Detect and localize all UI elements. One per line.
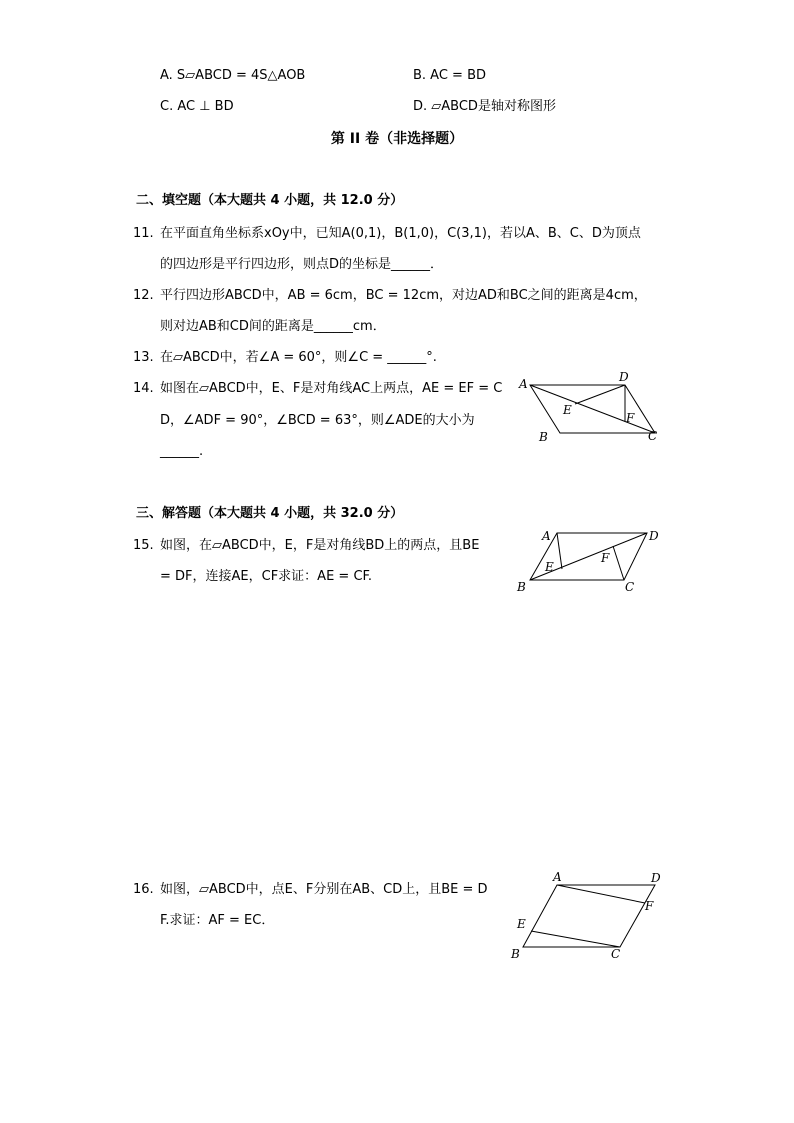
q14-number: 14. (133, 381, 154, 396)
q16-segment-ec (531, 931, 620, 947)
q12-number: 12. (133, 288, 154, 303)
option-d: D. ▱ABCD是轴对称图形 (413, 99, 556, 114)
q13-line1: 在▱ABCD中，若∠A = 60°，则∠C = ______°. (160, 350, 437, 365)
q15-segment-ae (557, 533, 562, 569)
q14-label-a: A (519, 377, 528, 391)
q14-label-e: E (563, 403, 572, 417)
q14-line1: 如图在▱ABCD中，E、F是对角线AC上两点，AE = EF = C (160, 381, 503, 396)
q15-label-b: B (517, 580, 526, 594)
q15-label-f: F (601, 551, 610, 565)
option-a: A. S▱ABCD = 4S△AOB (160, 68, 306, 83)
q15-label-c: C (625, 580, 635, 594)
q14-label-d: D (619, 370, 629, 384)
q15-label-a: A (542, 529, 551, 543)
q16-line1: 如图，▱ABCD中，点E、F分别在AB、CD上，且BE = D (160, 882, 488, 897)
q16-label-d: D (651, 871, 661, 885)
q14-label-b: B (539, 430, 548, 444)
q16-label-c: C (611, 947, 621, 961)
q16-segment-af (557, 885, 645, 903)
q15-number: 15. (133, 538, 154, 553)
q16-parallelogram (523, 885, 655, 947)
q12-line1: 平行四边形ABCD中，AB = 6cm，BC = 12cm，对边AD和BC之间的距离是4cm， (160, 288, 647, 303)
q11-number: 11. (133, 226, 154, 241)
q16-label-e: E (517, 917, 526, 931)
q14-segment-de (575, 385, 625, 404)
q16-label-f: F (645, 899, 654, 913)
q15-line1: 如图，在▱ABCD中，E，F是对角线BD上的两点，且BE (160, 538, 480, 553)
q11-line1: 在平面直角坐标系xOy中，已知A(0,1)，B(1,0)，C(3,1)，若以A、B、C、D为顶点 (160, 226, 641, 241)
option-c: C. AC ⊥ BD (160, 99, 234, 114)
part3-heading: 三、解答题（本大题共 4 小题，共 32.0 分） (136, 506, 404, 521)
q16-number: 16. (133, 882, 154, 897)
q16-figure (505, 868, 675, 963)
q15-figure (512, 525, 672, 595)
q14-line2: D，∠ADF = 90°，∠BCD = 63°，则∠ADE的大小为 (160, 413, 475, 428)
q15-segment-cf (613, 546, 624, 580)
q15-label-d: D (649, 529, 659, 543)
q13-number: 13. (133, 350, 154, 365)
q14-figure (515, 370, 675, 450)
q16-line2: F.求证：AF = EC． (160, 913, 275, 928)
q14-line3: ______. (160, 444, 204, 459)
part2-heading: 二、填空题（本大题共 4 小题，共 12.0 分） (136, 193, 404, 208)
q14-label-c: C (648, 429, 658, 443)
q15-label-e: E (545, 560, 554, 574)
section-title: 第 II 卷（非选择题） (330, 131, 464, 147)
q15-line2: = DF，连接AE，CF求证：AE = CF. (160, 569, 373, 584)
q16-label-a: A (553, 870, 562, 884)
q11-line2: 的四边形是平行四边形，则点D的坐标是______． (160, 257, 444, 272)
q14-diagonal-ac (530, 385, 655, 433)
q12-line2: 则对边AB和CD间的距离是______cm． (160, 319, 386, 334)
option-b: B. AC = BD (413, 68, 487, 83)
q16-label-b: B (511, 947, 520, 961)
q14-label-f: F (626, 411, 635, 425)
